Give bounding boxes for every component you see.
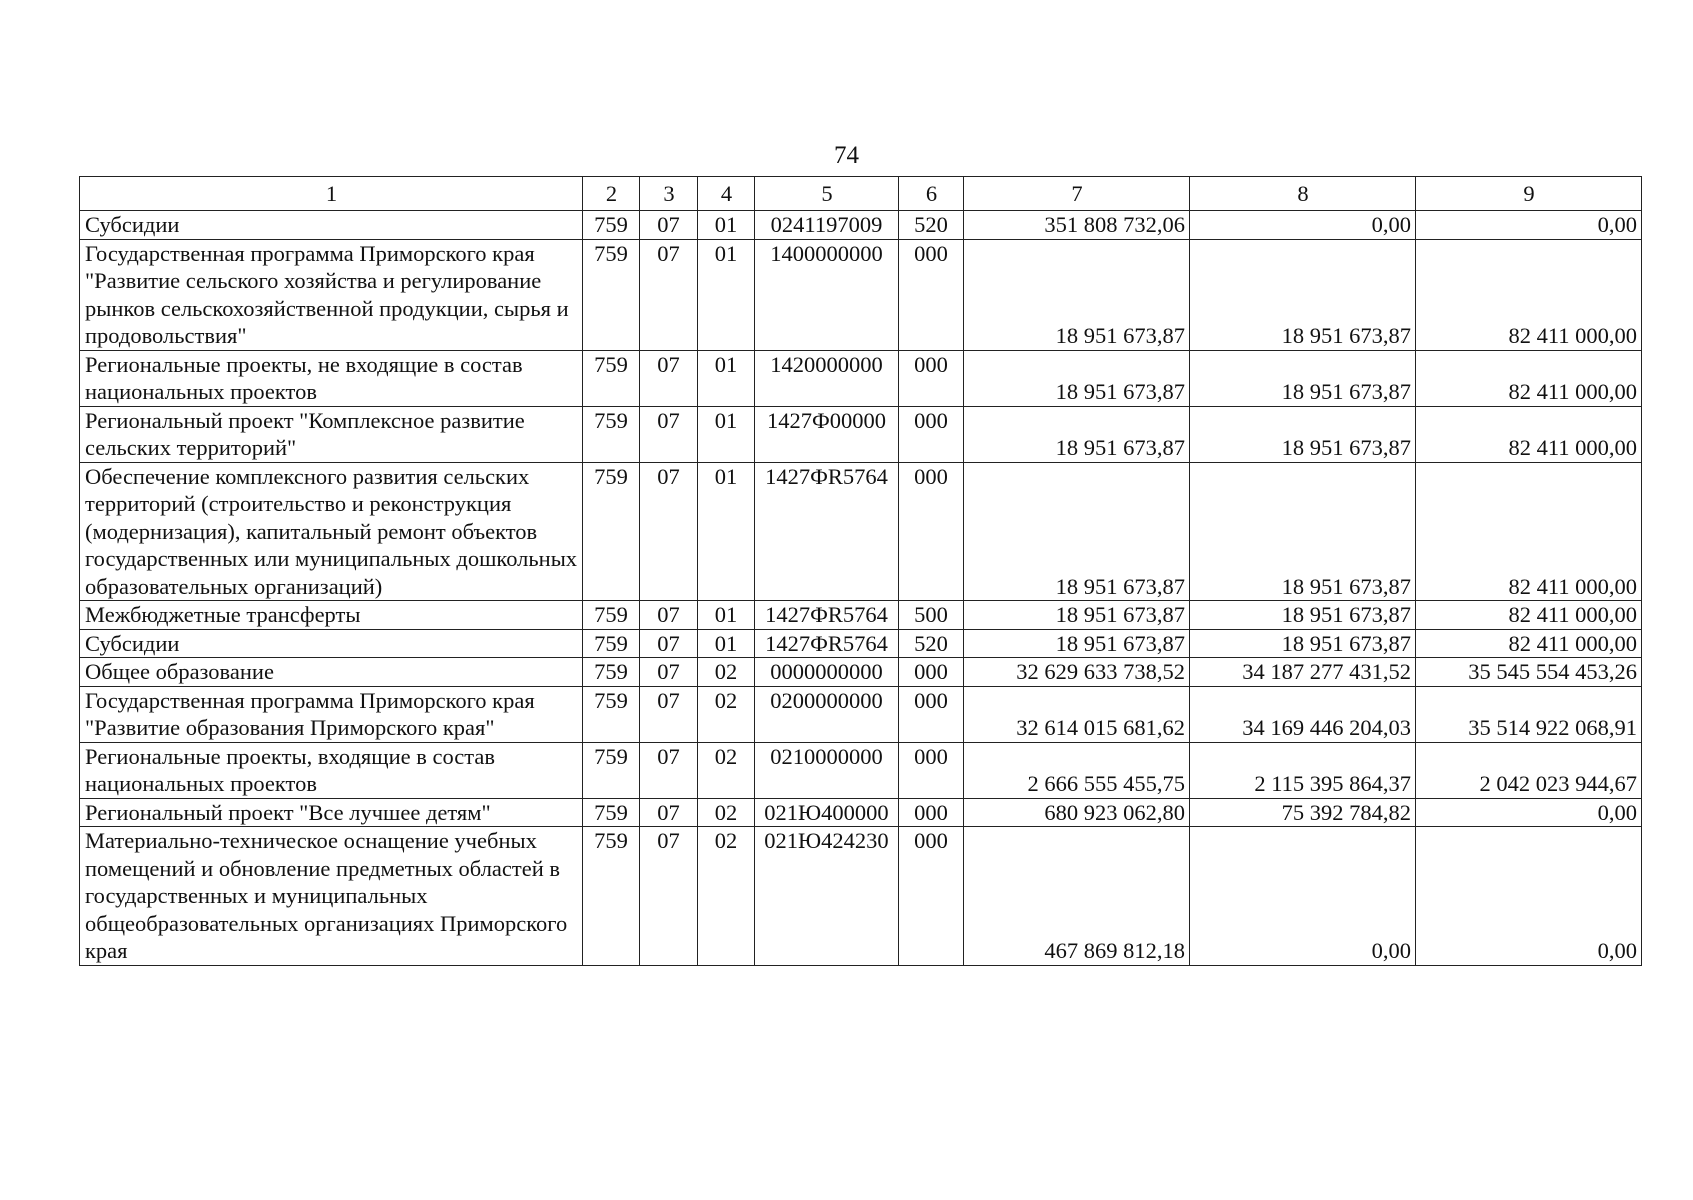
page-number: 74 — [834, 142, 859, 169]
amount-col8: 18 951 673,87 — [1190, 601, 1416, 630]
header-cell-3: 3 — [640, 177, 698, 211]
code-col5: 1427ФR5764 — [755, 629, 899, 658]
code-col5: 021Ю424230 — [755, 827, 899, 966]
code-col5: 1427Ф00000 — [755, 406, 899, 462]
amount-col7: 2 666 555 455,75 — [964, 742, 1190, 798]
code-col3: 07 — [640, 239, 698, 350]
row-name: Материально-техническое оснащение учебных помещений и обновление предметных областей в государственных и муниципальных общеобразовательных организациях Приморского края — [80, 827, 583, 966]
code-col3: 07 — [640, 827, 698, 966]
code-col5: 0210000000 — [755, 742, 899, 798]
header-cell-1: 1 — [80, 177, 583, 211]
code-col4: 01 — [698, 601, 755, 630]
table-row — [80, 827, 1642, 966]
code-col5: 1420000000 — [755, 350, 899, 406]
code-col4: 02 — [698, 827, 755, 966]
table-header — [80, 177, 1642, 211]
amount-col7: 32 614 015 681,62 — [964, 686, 1190, 742]
amount-col8: 34 169 446 204,03 — [1190, 686, 1416, 742]
header-cell-7: 7 — [964, 177, 1190, 211]
amount-col8: 18 951 673,87 — [1190, 462, 1416, 601]
code-col3: 07 — [640, 211, 698, 240]
header-cell-8: 8 — [1190, 177, 1416, 211]
amount-col7: 18 951 673,87 — [964, 462, 1190, 601]
amount-col7: 18 951 673,87 — [964, 629, 1190, 658]
code-col6: 000 — [899, 406, 964, 462]
code-col4: 01 — [698, 629, 755, 658]
code-col6: 000 — [899, 742, 964, 798]
code-col5: 1427ФR5764 — [755, 601, 899, 630]
amount-col9: 35 545 554 453,26 — [1416, 658, 1642, 687]
code-col4: 01 — [698, 350, 755, 406]
code-col4: 02 — [698, 686, 755, 742]
header-cell-5: 5 — [755, 177, 899, 211]
code-col3: 07 — [640, 798, 698, 827]
amount-col7: 18 951 673,87 — [964, 350, 1190, 406]
code-col2: 759 — [583, 601, 640, 630]
code-col5: 1427ФR5764 — [755, 462, 899, 601]
table-row — [80, 629, 1642, 658]
amount-col8: 34 187 277 431,52 — [1190, 658, 1416, 687]
code-col3: 07 — [640, 350, 698, 406]
code-col5: 0241197009 — [755, 211, 899, 240]
table-row — [80, 350, 1642, 406]
amount-col7: 18 951 673,87 — [964, 601, 1190, 630]
table-row — [80, 462, 1642, 601]
amount-col9: 35 514 922 068,91 — [1416, 686, 1642, 742]
code-col2: 759 — [583, 239, 640, 350]
amount-col9: 0,00 — [1416, 827, 1642, 966]
row-name: Государственная программа Приморского края "Развитие образования Приморского края" — [80, 686, 583, 742]
amount-col8: 18 951 673,87 — [1190, 406, 1416, 462]
table-body — [80, 211, 1642, 966]
amount-col9: 0,00 — [1416, 798, 1642, 827]
amount-col9: 82 411 000,00 — [1416, 462, 1642, 601]
amount-col9: 82 411 000,00 — [1416, 239, 1642, 350]
row-name: Межбюджетные трансферты — [80, 601, 583, 630]
row-name: Региональный проект "Комплексное развитие сельских территорий" — [80, 406, 583, 462]
header-cell-2: 2 — [583, 177, 640, 211]
row-name: Региональный проект "Все лучшее детям" — [80, 798, 583, 827]
row-name: Общее образование — [80, 658, 583, 687]
code-col4: 02 — [698, 798, 755, 827]
code-col2: 759 — [583, 742, 640, 798]
table-row — [80, 406, 1642, 462]
code-col6: 520 — [899, 629, 964, 658]
code-col5: 0200000000 — [755, 686, 899, 742]
header-row — [80, 177, 1642, 211]
table-row — [80, 658, 1642, 687]
budget-table — [79, 176, 1642, 966]
code-col2: 759 — [583, 629, 640, 658]
code-col6: 000 — [899, 658, 964, 687]
amount-col8: 18 951 673,87 — [1190, 350, 1416, 406]
amount-col7: 467 869 812,18 — [964, 827, 1190, 966]
code-col2: 759 — [583, 211, 640, 240]
amount-col9: 82 411 000,00 — [1416, 629, 1642, 658]
code-col2: 759 — [583, 686, 640, 742]
table-row — [80, 211, 1642, 240]
table-row — [80, 239, 1642, 350]
code-col2: 759 — [583, 658, 640, 687]
code-col3: 07 — [640, 658, 698, 687]
amount-col9: 82 411 000,00 — [1416, 601, 1642, 630]
code-col5: 0000000000 — [755, 658, 899, 687]
table-row — [80, 742, 1642, 798]
code-col6: 000 — [899, 350, 964, 406]
code-col4: 01 — [698, 239, 755, 350]
amount-col8: 0,00 — [1190, 827, 1416, 966]
header-cell-9: 9 — [1416, 177, 1642, 211]
row-name: Государственная программа Приморского края "Развитие сельского хозяйства и регулирование рынков сельскохозяйственной продукции, сырья и продовольствия" — [80, 239, 583, 350]
code-col5: 1400000000 — [755, 239, 899, 350]
code-col6: 000 — [899, 462, 964, 601]
amount-col8: 18 951 673,87 — [1190, 239, 1416, 350]
amount-col7: 32 629 633 738,52 — [964, 658, 1190, 687]
code-col6: 520 — [899, 211, 964, 240]
amount-col8: 0,00 — [1190, 211, 1416, 240]
amount-col9: 82 411 000,00 — [1416, 406, 1642, 462]
code-col3: 07 — [640, 686, 698, 742]
code-col2: 759 — [583, 462, 640, 601]
code-col4: 01 — [698, 211, 755, 240]
row-name: Субсидии — [80, 211, 583, 240]
code-col2: 759 — [583, 827, 640, 966]
code-col6: 000 — [899, 798, 964, 827]
amount-col7: 18 951 673,87 — [964, 239, 1190, 350]
table-row — [80, 686, 1642, 742]
amount-col9: 2 042 023 944,67 — [1416, 742, 1642, 798]
code-col4: 01 — [698, 406, 755, 462]
code-col3: 07 — [640, 406, 698, 462]
header-cell-6: 6 — [899, 177, 964, 211]
amount-col9: 82 411 000,00 — [1416, 350, 1642, 406]
amount-col7: 680 923 062,80 — [964, 798, 1190, 827]
amount-col7: 351 808 732,06 — [964, 211, 1190, 240]
row-name: Региональные проекты, не входящие в состав национальных проектов — [80, 350, 583, 406]
code-col3: 07 — [640, 462, 698, 601]
code-col4: 02 — [698, 658, 755, 687]
amount-col7: 18 951 673,87 — [964, 406, 1190, 462]
code-col6: 500 — [899, 601, 964, 630]
table-row — [80, 798, 1642, 827]
amount-col9: 0,00 — [1416, 211, 1642, 240]
code-col2: 759 — [583, 798, 640, 827]
table-row — [80, 601, 1642, 630]
code-col6: 000 — [899, 239, 964, 350]
code-col4: 01 — [698, 462, 755, 601]
amount-col8: 75 392 784,82 — [1190, 798, 1416, 827]
header-cell-4: 4 — [698, 177, 755, 211]
amount-col8: 2 115 395 864,37 — [1190, 742, 1416, 798]
amount-col8: 18 951 673,87 — [1190, 629, 1416, 658]
code-col4: 02 — [698, 742, 755, 798]
code-col3: 07 — [640, 601, 698, 630]
code-col3: 07 — [640, 742, 698, 798]
code-col5: 021Ю400000 — [755, 798, 899, 827]
code-col3: 07 — [640, 629, 698, 658]
code-col6: 000 — [899, 827, 964, 966]
row-name: Региональные проекты, входящие в состав национальных проектов — [80, 742, 583, 798]
row-name: Субсидии — [80, 629, 583, 658]
code-col2: 759 — [583, 406, 640, 462]
code-col6: 000 — [899, 686, 964, 742]
code-col2: 759 — [583, 350, 640, 406]
row-name: Обеспечение комплексного развития сельских территорий (строительство и реконструкция (модернизация), капитальный ремонт объектов государственных или муниципальных дошкольных образовательных организаций) — [80, 462, 583, 601]
